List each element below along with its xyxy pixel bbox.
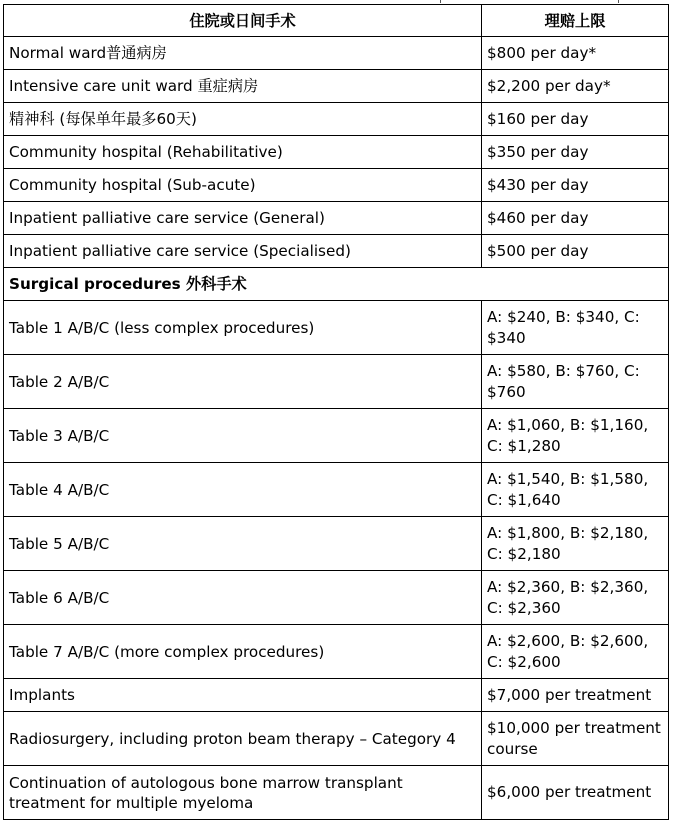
- header-item: 住院或日间手术: [4, 5, 482, 37]
- row-limit: $430 per day: [482, 169, 669, 202]
- row-limit: A: $2,600, B: $2,600, C: $2,600: [482, 625, 669, 679]
- table-row: [4, 712, 669, 766]
- row-limit: A: $2,360, B: $2,360, C: $2,360: [482, 571, 669, 625]
- table-row: [4, 235, 669, 268]
- border-fragment: [612, 0, 619, 3]
- row-item: Radiosurgery, including proton beam therapy – Category 4: [4, 712, 482, 766]
- table-row: [4, 37, 669, 70]
- table-row: [4, 463, 669, 517]
- table-row: [4, 766, 669, 820]
- row-item: Intensive care unit ward 重症病房: [4, 70, 482, 103]
- row-item: Table 2 A/B/C: [4, 355, 482, 409]
- table-row: [4, 136, 669, 169]
- row-limit: $160 per day: [482, 103, 669, 136]
- row-limit: $6,000 per treatment: [482, 766, 669, 820]
- row-limit: A: $1,800, B: $2,180, C: $2,180: [482, 517, 669, 571]
- border-fragment: [434, 0, 441, 3]
- section-title: Surgical procedures 外科手术: [4, 268, 669, 301]
- row-item: Normal ward普通病房: [4, 37, 482, 70]
- table-row: [4, 202, 669, 235]
- row-limit: A: $240, B: $340, C: $340: [482, 301, 669, 355]
- table-header-row: [4, 5, 669, 37]
- row-limit: A: $1,540, B: $1,580, C: $1,640: [482, 463, 669, 517]
- row-limit: $10,000 per treatment course: [482, 712, 669, 766]
- row-item: Table 1 A/B/C (less complex procedures): [4, 301, 482, 355]
- header-limit: 理赔上限: [482, 5, 669, 37]
- row-item: Inpatient palliative care service (Specialised): [4, 235, 482, 268]
- table-row: [4, 301, 669, 355]
- table-row: [4, 169, 669, 202]
- row-item: 精神科 (每保单年最多60天): [4, 103, 482, 136]
- table-row: [4, 571, 669, 625]
- table-row: [4, 517, 669, 571]
- table-row: [4, 679, 669, 712]
- table-row: [4, 70, 669, 103]
- row-limit: $500 per day: [482, 235, 669, 268]
- row-item: Table 7 A/B/C (more complex procedures): [4, 625, 482, 679]
- row-limit: A: $580, B: $760, C: $760: [482, 355, 669, 409]
- row-item: Implants: [4, 679, 482, 712]
- row-limit: $7,000 per treatment: [482, 679, 669, 712]
- table-row: [4, 409, 669, 463]
- row-item: Inpatient palliative care service (General): [4, 202, 482, 235]
- row-limit: A: $1,060, B: $1,160, C: $1,280: [482, 409, 669, 463]
- row-limit: $800 per day*: [482, 37, 669, 70]
- row-item: Table 5 A/B/C: [4, 517, 482, 571]
- row-item: Table 6 A/B/C: [4, 571, 482, 625]
- table-row: [4, 355, 669, 409]
- row-item: Table 4 A/B/C: [4, 463, 482, 517]
- row-limit: $2,200 per day*: [482, 70, 669, 103]
- row-item: Continuation of autologous bone marrow transplant treatment for multiple myeloma: [4, 766, 482, 820]
- table-row: [4, 103, 669, 136]
- row-item: Table 3 A/B/C: [4, 409, 482, 463]
- claim-limits-table: [3, 4, 669, 820]
- row-item: Community hospital (Sub-acute): [4, 169, 482, 202]
- row-limit: $460 per day: [482, 202, 669, 235]
- table-row: [4, 625, 669, 679]
- row-item: Community hospital (Rehabilitative): [4, 136, 482, 169]
- row-limit: $350 per day: [482, 136, 669, 169]
- section-header-row: [4, 268, 669, 301]
